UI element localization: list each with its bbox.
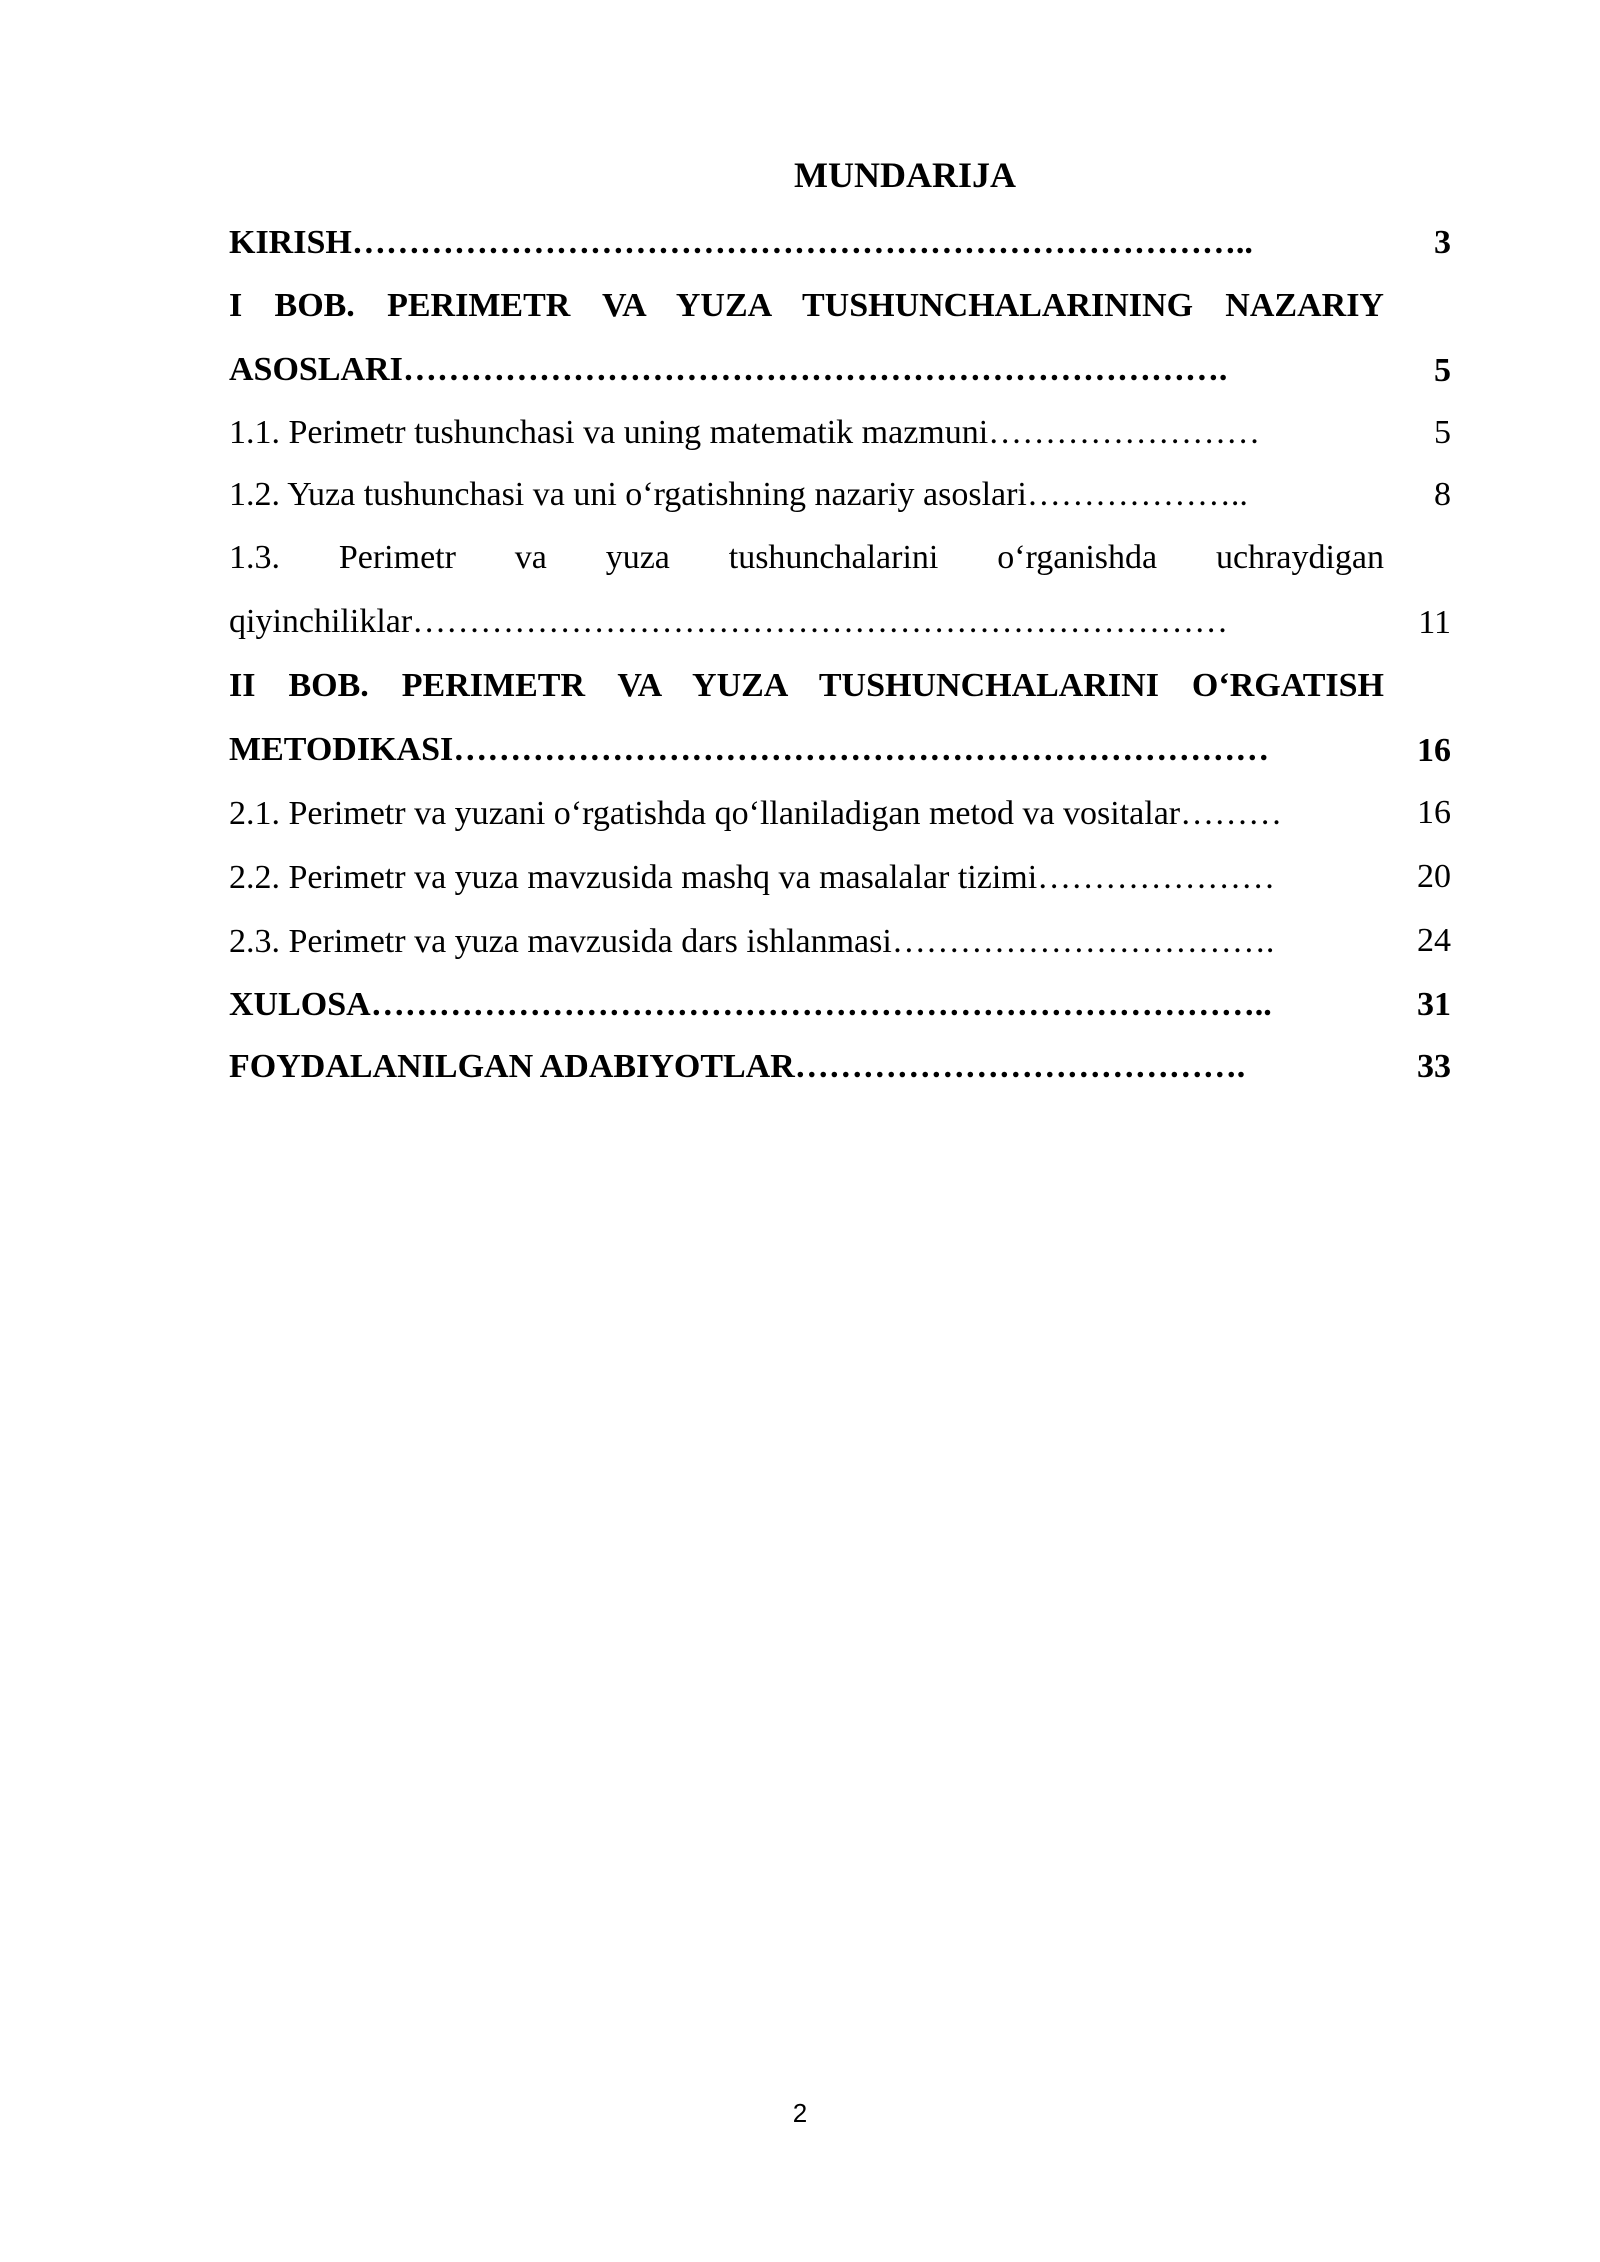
toc-entry-2-1	[229, 782, 1451, 846]
toc-entry-text: XULOSA……………………………………………………………………..	[229, 986, 1272, 1023]
toc-entry-2-2	[229, 846, 1451, 910]
toc-entry-page: 3	[1434, 224, 1451, 261]
table-of-contents	[229, 212, 1451, 1098]
toc-entry-page: 33	[1417, 1048, 1451, 1085]
toc-entry-page: 16	[1417, 794, 1451, 831]
toc-entry-text: FOYDALANILGAN ADABIYOTLAR………………………………….	[229, 1048, 1246, 1085]
toc-entry-xulosa	[229, 974, 1451, 1036]
toc-entry-text: 1.3. Perimetr va yuza tushunchalarini o‘rganishda uchraydigan qiyinchiliklar………………………………………………………………	[229, 539, 1384, 640]
toc-entry-text: 1.2. Yuza tushunchasi va uni o‘rgatishning nazariy asoslari………………..	[229, 476, 1248, 513]
toc-entry-chapter-2	[229, 654, 1451, 782]
toc-entry-text: 2.3. Perimetr va yuza mavzusida dars ishlanmasi…………………………….	[229, 923, 1275, 960]
toc-entry-1-2	[229, 464, 1451, 526]
toc-entry-page: 24	[1417, 922, 1451, 959]
page-number: 2	[792, 2098, 808, 2128]
toc-entry-text: KIRISH……………………………………………………………………..	[229, 224, 1253, 261]
toc-entry-page: 8	[1434, 476, 1451, 513]
toc-entry-page: 11	[1418, 604, 1451, 641]
toc-entry-page: 5	[1434, 352, 1451, 389]
toc-entry-1-3	[229, 526, 1451, 654]
toc-entry-kirish	[229, 212, 1451, 274]
toc-entry-text: 1.1. Perimetr tushunchasi va uning matematik mazmuni……………………	[229, 414, 1261, 451]
page-title: MUNDARIJA	[794, 155, 1016, 195]
toc-entry-text: II BOB. PERIMETR VA YUZA TUSHUNCHALARINI O‘RGATISH METODIKASI………………………………………………………………	[229, 667, 1384, 768]
toc-entry-adabiyotlar	[229, 1036, 1451, 1098]
toc-entry-text: 2.1. Perimetr va yuzani o‘rgatishda qo‘llaniladigan metod va vositalar………	[229, 795, 1283, 832]
toc-entry-chapter-1	[229, 274, 1451, 402]
toc-entry-page: 16	[1417, 732, 1451, 769]
toc-entry-2-3	[229, 910, 1451, 974]
toc-entry-page: 20	[1417, 858, 1451, 895]
toc-entry-1-1	[229, 402, 1451, 464]
toc-entry-text: 2.2. Perimetr va yuza mavzusida mashq va masalalar tizimi…………………	[229, 859, 1276, 896]
toc-entry-page: 5	[1434, 414, 1451, 451]
toc-entry-text: I BOB. PERIMETR VA YUZA TUSHUNCHALARINING NAZARIY ASOSLARI……………………………………………………………….	[229, 287, 1384, 388]
toc-entry-page: 31	[1417, 986, 1451, 1023]
